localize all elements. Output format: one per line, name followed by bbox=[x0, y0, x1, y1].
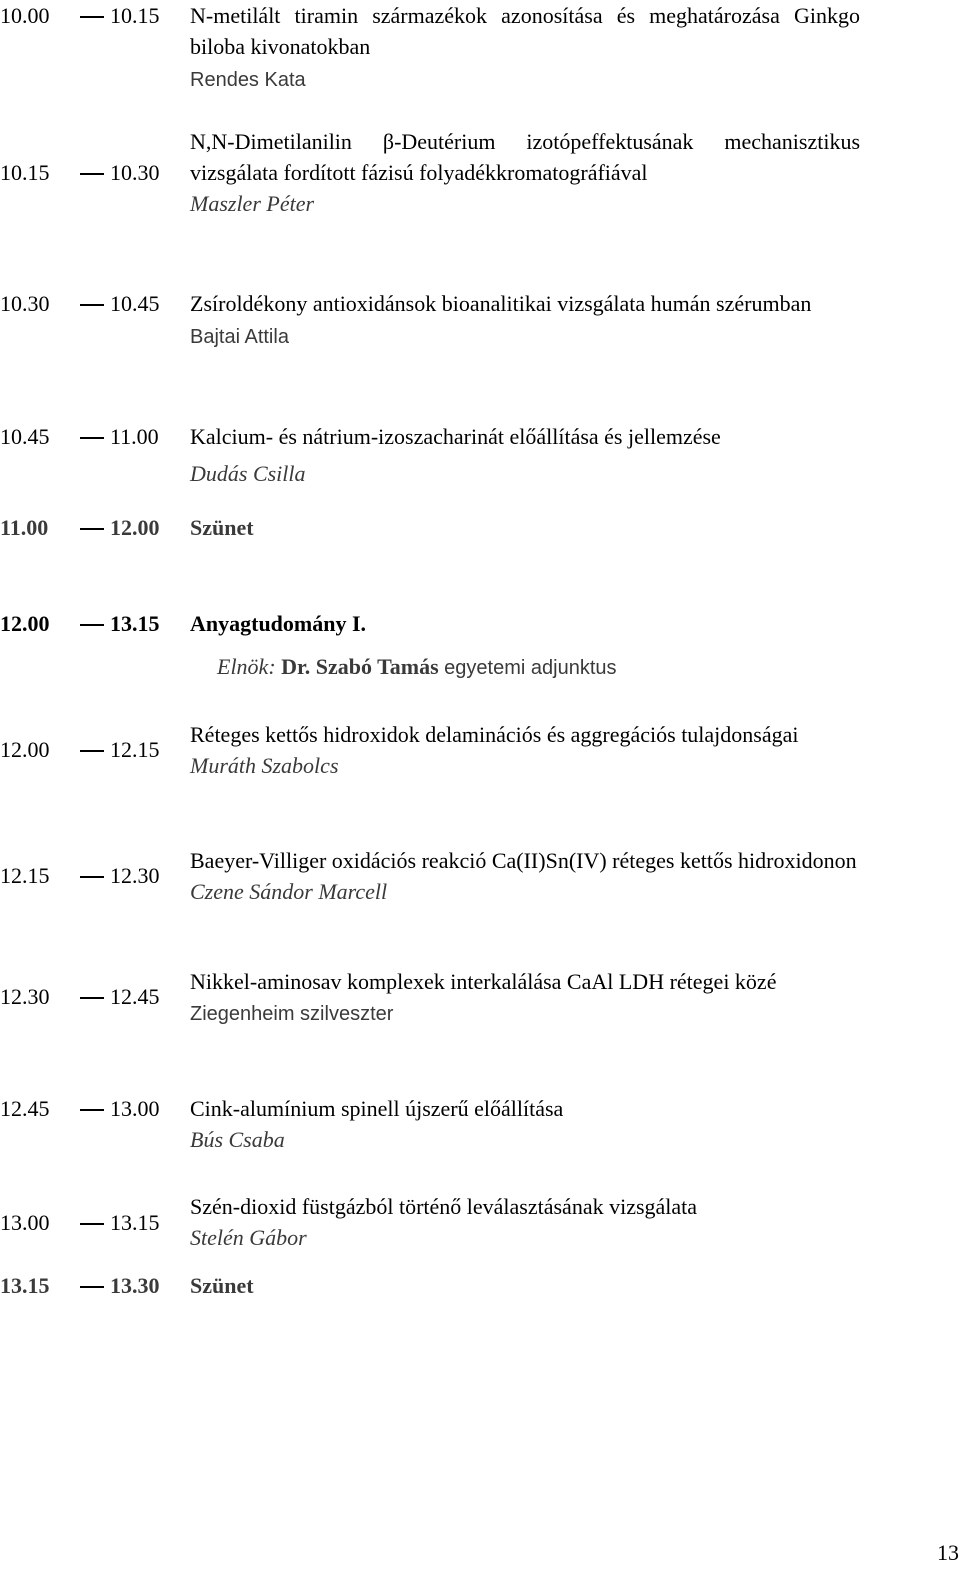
time-range bbox=[0, 1093, 180, 1124]
speaker-name: Dudás Csilla bbox=[190, 461, 306, 486]
talk-title: Réteges kettős hidroxidok delaminációs és aggregációs tulajdonságai bbox=[190, 722, 799, 747]
time-range bbox=[0, 1207, 180, 1238]
talk-title: Baeyer-Villiger oxidációs reakció Ca(II)Sn(IV) réteges kettős hidroxidonon bbox=[190, 848, 857, 873]
time-dash bbox=[80, 437, 104, 439]
speaker-name: Rendes Kata bbox=[190, 69, 306, 91]
page-number: 13 bbox=[937, 1540, 959, 1565]
session-chair bbox=[217, 651, 617, 684]
end-time: 13.15 bbox=[110, 611, 160, 636]
session-title: Anyagtudomány I. bbox=[190, 611, 367, 636]
time-dash bbox=[80, 1223, 104, 1225]
speaker-name: Muráth Szabolcs bbox=[190, 753, 339, 778]
time-dash bbox=[80, 1109, 104, 1111]
end-time: 12.15 bbox=[110, 737, 160, 762]
start-time: 13.00 bbox=[0, 1210, 50, 1235]
end-time: 13.00 bbox=[110, 1096, 160, 1121]
speaker-name: Bajtai Attila bbox=[190, 326, 289, 348]
chair-role: egyetemi adjunktus bbox=[444, 657, 617, 679]
time-range bbox=[0, 981, 180, 1012]
chair-name: Dr. Szabó Tamás bbox=[281, 654, 439, 679]
speaker-name: Stelén Gábor bbox=[190, 1225, 307, 1250]
break-label: Szünet bbox=[190, 1273, 254, 1298]
speaker-name: Ziegenheim szilveszter bbox=[190, 1003, 394, 1025]
break-label: Szünet bbox=[190, 515, 254, 540]
start-time: 12.45 bbox=[0, 1096, 50, 1121]
end-time: 10.45 bbox=[110, 291, 160, 316]
time-dash bbox=[80, 304, 104, 306]
talk-title: Kalcium- és nátrium-izoszacharinát előállítása és jellemzése bbox=[190, 424, 721, 449]
time-dash bbox=[80, 997, 104, 999]
start-time: 13.15 bbox=[0, 1273, 50, 1298]
talk-title: N-metilált tiramin származékok azonosítása és meghatározása Ginkgo biloba kivonatokban bbox=[190, 3, 860, 59]
start-time: 10.15 bbox=[0, 160, 50, 185]
start-time: 12.00 bbox=[0, 737, 50, 762]
speaker-name: Bús Csaba bbox=[190, 1127, 285, 1152]
end-time: 13.30 bbox=[110, 1273, 160, 1298]
time-range bbox=[0, 1270, 180, 1301]
start-time: 12.00 bbox=[0, 611, 50, 636]
time-range bbox=[0, 860, 180, 891]
talk-title: Szén-dioxid füstgázból történő leválasztásának vizsgálata bbox=[190, 1194, 698, 1219]
start-time: 12.15 bbox=[0, 863, 50, 888]
speaker-name: Maszler Péter bbox=[190, 191, 315, 216]
time-dash bbox=[80, 750, 104, 752]
end-time: 12.00 bbox=[110, 515, 160, 540]
end-time: 12.30 bbox=[110, 863, 160, 888]
talk-title: N,N-Dimetilanilin β-Deutérium izotópeffektusának mechanisztikus vizsgálata fordított fázisú folyadékkromatográfiával bbox=[190, 129, 860, 185]
time-dash bbox=[80, 173, 104, 175]
time-range bbox=[0, 421, 180, 452]
talk-title: Cink-alumínium spinell újszerű előállítása bbox=[190, 1096, 564, 1121]
time-range bbox=[0, 157, 180, 188]
time-dash bbox=[80, 528, 104, 530]
start-time: 10.30 bbox=[0, 291, 50, 316]
time-dash bbox=[80, 624, 104, 626]
start-time: 10.00 bbox=[0, 3, 50, 28]
end-time: 10.15 bbox=[110, 3, 160, 28]
end-time: 12.45 bbox=[110, 984, 160, 1009]
end-time: 13.15 bbox=[110, 1210, 160, 1235]
time-range bbox=[0, 512, 180, 543]
time-dash bbox=[80, 16, 104, 18]
start-time: 10.45 bbox=[0, 424, 50, 449]
chair-label: Elnök: bbox=[217, 654, 276, 679]
time-dash bbox=[80, 1286, 104, 1288]
end-time: 10.30 bbox=[110, 160, 160, 185]
talk-title: Nikkel-aminosav komplexek interkalálása CaAl LDH rétegei közé bbox=[190, 969, 777, 994]
start-time: 11.00 bbox=[0, 515, 49, 540]
time-range bbox=[0, 288, 180, 319]
time-range bbox=[0, 0, 180, 31]
speaker-name: Czene Sándor Marcell bbox=[190, 879, 388, 904]
start-time: 12.30 bbox=[0, 984, 50, 1009]
talk-title: Zsíroldékony antioxidánsok bioanalitikai vizsgálata humán szérumban bbox=[190, 291, 812, 316]
time-range bbox=[0, 608, 180, 639]
time-range bbox=[0, 734, 180, 765]
time-dash bbox=[80, 876, 104, 878]
end-time: 11.00 bbox=[110, 424, 159, 449]
